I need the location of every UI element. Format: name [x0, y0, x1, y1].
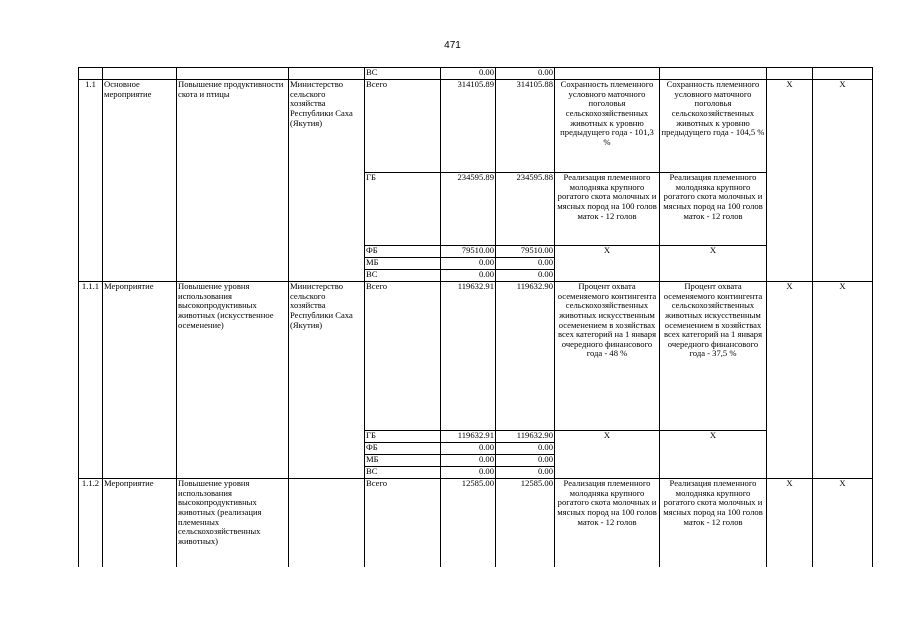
- indicator-plan: Реализация племенного молодняка крупного рогатого скота молочных и мясных пород на 100 голов маток - 12 голов: [555, 173, 660, 246]
- amount-fact: 79510.00: [496, 246, 555, 258]
- amount-fact: 314105.88: [496, 80, 555, 173]
- item-type: Мероприятие: [103, 282, 177, 479]
- amount-fact: 0.00: [496, 258, 555, 270]
- page-number: 471: [444, 40, 461, 51]
- item-executor: Министерство сельского хозяйства Республики Саха (Якутия): [289, 282, 365, 479]
- funding-source: ГБ: [365, 173, 441, 246]
- funding-source: МБ: [365, 455, 441, 467]
- item-executor: Министерство сельского хозяйства Республики Саха (Якутия): [289, 80, 365, 282]
- indicator-fact: Сохранность племенного условного маточного поголовья сельскохозяйственных животных к уровню предыдущего года - 104,5 %: [660, 80, 767, 173]
- cell-blank: [555, 68, 660, 80]
- indicator-fact: Х: [660, 246, 767, 282]
- item-name: Повышение уровня использования высокопродуктивных животных (реализация племенных сельскохозяйственных животных): [177, 479, 289, 568]
- amount-plan: 0.00: [441, 258, 496, 270]
- cell-blank: [813, 68, 873, 80]
- amount-plan: 12585.00: [441, 479, 496, 568]
- amount-fact: 0.00: [496, 443, 555, 455]
- item-type: Мероприятие: [103, 479, 177, 568]
- cell-blank: [767, 68, 813, 80]
- funding-source: ВС: [365, 270, 441, 282]
- cell-blank: [79, 68, 103, 80]
- table-row: [79, 282, 873, 431]
- item-executor: [289, 479, 365, 568]
- amount-plan: 79510.00: [441, 246, 496, 258]
- amount-fact: 0.00: [496, 455, 555, 467]
- mark-x: Х: [813, 80, 873, 282]
- indicator-plan: Сохранность племенного условного маточного поголовья сельскохозяйственных животных к уровню предыдущего года - 101,3 %: [555, 80, 660, 173]
- cell-blank: [660, 68, 767, 80]
- indicator-fact: Реализация племенного молодняка крупного рогатого скота молочных и мясных пород на 100 голов маток - 12 голов: [660, 479, 767, 568]
- amount-plan: 119632.91: [441, 282, 496, 431]
- amount-plan: 234595.89: [441, 173, 496, 246]
- cell-blank: [289, 68, 365, 80]
- mark-x: Х: [767, 80, 813, 282]
- amount-plan: 314105.89: [441, 80, 496, 173]
- item-name: Повышение продуктивности скота и птицы: [177, 80, 289, 282]
- funding-source: Всего: [365, 282, 441, 431]
- funding-source: ВС: [365, 467, 441, 479]
- mark-x: Х: [813, 282, 873, 479]
- funding-source: ВС: [365, 68, 441, 80]
- amount-plan: 0.00: [441, 443, 496, 455]
- funding-source: МБ: [365, 258, 441, 270]
- item-type: Основное мероприятие: [103, 80, 177, 282]
- item-number: 1.1.2: [79, 479, 103, 568]
- funding-source: ФБ: [365, 246, 441, 258]
- item-number: 1.1.1: [79, 282, 103, 479]
- indicator-fact: Х: [660, 431, 767, 479]
- table-row: [79, 80, 873, 173]
- amount-fact: 234595.88: [496, 173, 555, 246]
- cell-blank: [177, 68, 289, 80]
- funding-source: ФБ: [365, 443, 441, 455]
- funding-source: ГБ: [365, 431, 441, 443]
- table-row: [79, 479, 873, 568]
- mark-x: Х: [767, 282, 813, 479]
- indicator-fact: Процент охвата осеменяемого контингента сельскохозяйственных животных искусственным осеменением в хозяйствах всех категорий на 1 января очередного финансового года - 37,5 %: [660, 282, 767, 431]
- amount-fact: 119632.90: [496, 431, 555, 443]
- amount-fact: 0.00: [496, 467, 555, 479]
- indicator-fact: Реализация племенного молодняка крупного рогатого скота молочных и мясных пород на 100 голов маток - 12 голов: [660, 173, 767, 246]
- cell-blank: [103, 68, 177, 80]
- table-row: [79, 68, 873, 80]
- item-name: Повышение уровня использования высокопродуктивных животных (искусственное осеменение): [177, 282, 289, 479]
- mark-x: Х: [813, 479, 873, 568]
- amount-fact: 0.00: [496, 68, 555, 80]
- amount-fact: 119632.90: [496, 282, 555, 431]
- indicator-plan: Х: [555, 431, 660, 479]
- item-number: 1.1: [79, 80, 103, 282]
- indicator-plan: Процент охвата осеменяемого контингента сельскохозяйственных животных искусственным осеменением в хозяйствах всех категорий на 1 января очередного финансового года - 48 %: [555, 282, 660, 431]
- funding-source: Всего: [365, 479, 441, 568]
- amount-plan: 0.00: [441, 455, 496, 467]
- amount-plan: 0.00: [441, 467, 496, 479]
- indicator-plan: Реализация племенного молодняка крупного рогатого скота молочных и мясных пород на 100 голов маток - 12 голов: [555, 479, 660, 568]
- amount-fact: 12585.00: [496, 479, 555, 568]
- amount-plan: 119632.91: [441, 431, 496, 443]
- program-table: [78, 67, 873, 567]
- mark-x: Х: [767, 479, 813, 568]
- indicator-plan: Х: [555, 246, 660, 282]
- amount-plan: 0.00: [441, 68, 496, 80]
- funding-source: Всего: [365, 80, 441, 173]
- amount-fact: 0.00: [496, 270, 555, 282]
- amount-plan: 0.00: [441, 270, 496, 282]
